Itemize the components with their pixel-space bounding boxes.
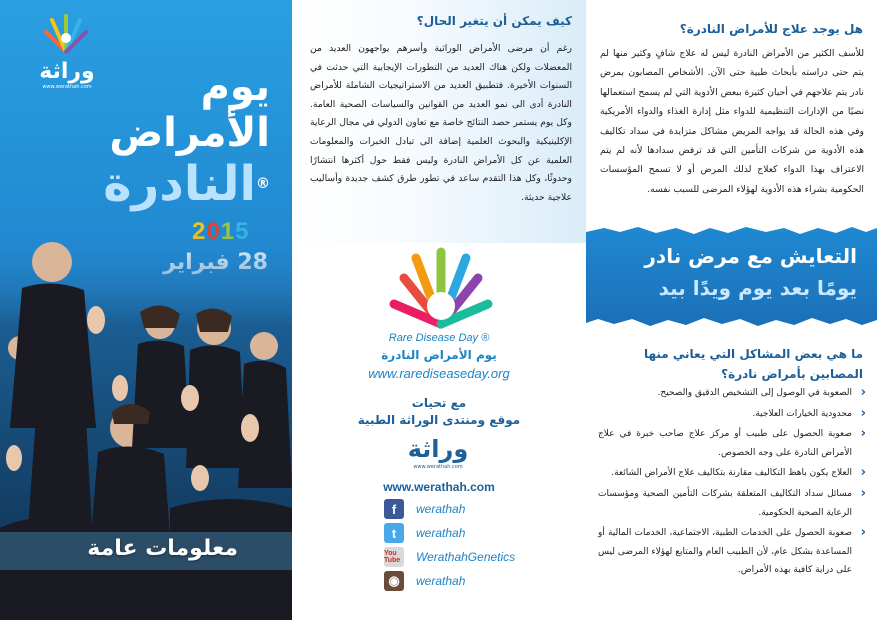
social-handle: WerathahGenetics xyxy=(416,550,516,564)
list-item: ‹ محدودية الخيارات العلاجية. xyxy=(598,405,866,424)
right-panel xyxy=(586,0,877,620)
rare-disease-day-logo-icon xyxy=(386,244,496,336)
rare-disease-day-name: Rare Disease Day ® xyxy=(388,332,490,344)
logo-wordmark: وراثة xyxy=(39,59,95,84)
how-things-change-heading: كيف يمكن أن يتغير الحال؟ xyxy=(416,14,572,28)
title-line-diseases: الأمراض xyxy=(109,110,270,156)
section-label: معلومات عامة xyxy=(87,536,238,561)
social-handle: werathah xyxy=(416,526,466,540)
banner-torn-edge-top xyxy=(586,222,877,236)
banner-line-day-by-day: يومًا بعد يوم ويدًا بيد xyxy=(658,276,857,300)
is-there-treatment-body: للأسف الكثير من الأمراض النادرة ليس له علاج شافٍ وكثير منها لم يتم حتى دراسته بأبحاث طبية حتى الآن. الأشخاص المصابون بمرض نادر يتم علاجهم في أحيان كثيرة ببعض الأدوية التي لم يسمح استعمالها نصيًا من الإدارات التنظيمية للدواء مثل إدارة الغذاء والدواء الأمريكية وفي هذه الحالة قد يواجه المريض مشاكل متزايدة في سداد تكاليف هذه الأدوية من شركات التأمين التي قد ترفض سدادها لأنه لم يتم الاعتراف بهذا الدواء كعلاج لذلك المرض أو لا تسمح المؤسسات الحكومية بشراء هذه الأدوية لهؤلاء المرضى للسبب نفسه. xyxy=(600,48,864,195)
problems-list xyxy=(598,384,866,582)
facebook-icon: f xyxy=(384,499,404,519)
title-line-rare: ®النادرة xyxy=(103,156,270,212)
rare-disease-day-url[interactable]: www.rarediseaseday.org xyxy=(368,366,510,381)
social-handle: werathah xyxy=(416,502,466,516)
social-twitter[interactable] xyxy=(384,522,465,544)
social-youtube[interactable] xyxy=(384,546,515,568)
title-line-day: يوم xyxy=(200,64,270,110)
werathah-logo-middle xyxy=(388,434,488,480)
courtesy-site-name: موقع ومنتدى الوراثة الطبية xyxy=(357,413,521,427)
how-things-change-body: رغم أن مرضى الأمراض الوراثية وأسرهم يواجهون العديد من المعضلات ولكن هناك العديد من التطورات الإيجابية التي حدثت في السنوات الأخيرة. فتطبيق العديد من الاستراتيجيات الشاملة للأمراض النادرة أدى الى نمو العديد من القوانين والسياسات الصحية العامة. وكل يوم يستمر حصد النتائج خاصة مع تعاون الدولي في مجال الرعاية الإكلينيكية والبحوث العلمية إضافة الى تبادل الخبرات والمعلومات العلمية عن كل الأمراض النادرة وليس فقط حول أكثرها انتشارًا وحدوثًا، وكل هذا التقدم ساعد في تطور طرق كشف جديدة وأساليب علاجية حديثة. xyxy=(310,43,572,203)
social-handle: werathah xyxy=(416,574,466,588)
werathah-url[interactable]: www.werathah.com xyxy=(383,480,495,494)
problems-heading: ما هي بعض المشاكل التي يعاني منها المصابين بأمراض نادرة؟ xyxy=(643,347,863,381)
youtube-icon: You Tube xyxy=(384,547,404,567)
middle-panel xyxy=(292,0,586,620)
list-item: ‹ صعوبة الحصول على طبيب أو مركز علاج صاحب خبرة في علاج الأمراض النادرة على وجه الخصوص. xyxy=(598,425,866,462)
list-item: ‹ العلاج يكون باهظ التكاليف مقارنة بتكاليف علاج الأمراض الشائعة. xyxy=(598,464,866,483)
logo-caption: www.werathah.com xyxy=(42,84,92,90)
list-item: ‹ مسائل سداد التكاليف المتعلقة بشركات التأمين الصحية ومؤسسات الرعاية الصحية الحكومية. xyxy=(598,485,866,522)
hands-logo-icon xyxy=(36,12,96,60)
werathah-logo xyxy=(22,12,112,94)
social-instagram[interactable] xyxy=(384,570,465,592)
courtesy-line: مع تحيات xyxy=(411,396,467,410)
instagram-icon: ◉ xyxy=(384,571,404,591)
rare-disease-day-arabic: يوم الأمراض النادرة xyxy=(381,348,497,362)
living-with-rare-disease-banner xyxy=(586,222,877,328)
twitter-icon: t xyxy=(384,523,404,543)
is-there-treatment-heading: هل يوجد علاج للأمراض النادرة؟ xyxy=(679,22,863,36)
cover-panel xyxy=(0,0,292,620)
social-facebook[interactable] xyxy=(384,498,465,520)
list-item: ‹ الصعوبة في الوصول إلى التشخيص الدقيق والصحيح. xyxy=(598,384,866,403)
list-item: ‹ صعوبة الحصول على الخدمات الطبية، الاجتماعية، الخدمات المالية أو المساعدة بشكل عام، لأن الطبيب العام والمتابع لهؤلاء المرضى ليس على دراية كافية بهذه الأمراض. xyxy=(598,524,866,580)
banner-line-living: التعايش مع مرض نادر xyxy=(644,244,857,268)
banner-torn-edge-bottom xyxy=(586,316,877,330)
logo-caption-middle: www.werathah.com xyxy=(413,464,463,470)
cover-title xyxy=(103,64,270,212)
logo-wordmark-middle: وراثة xyxy=(407,435,469,463)
registered-mark: ® xyxy=(256,176,270,192)
